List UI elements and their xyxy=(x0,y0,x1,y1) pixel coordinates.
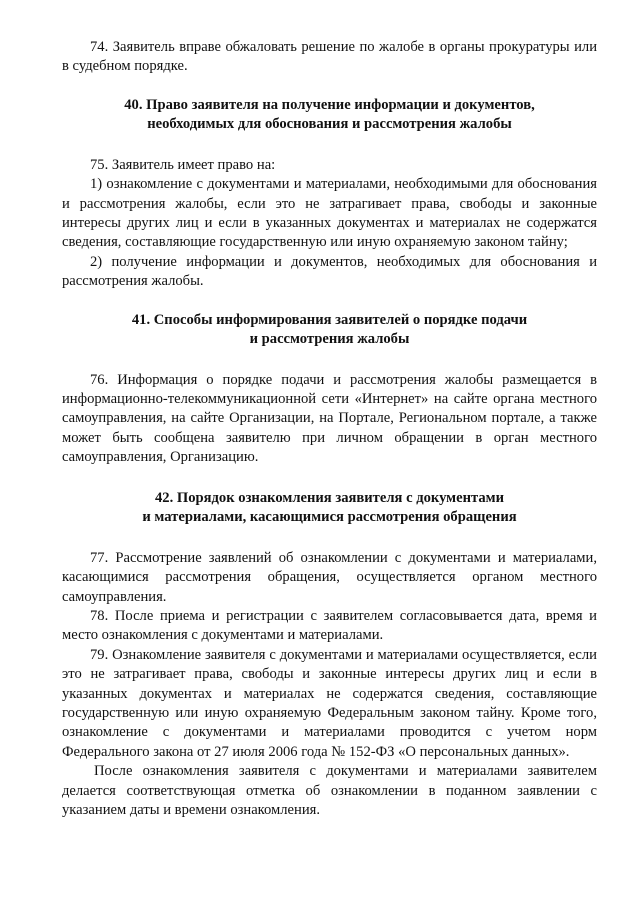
document-page xyxy=(62,38,597,820)
section-heading-41-line1: 41. Способы информирования заявителей о порядке подачи xyxy=(131,311,528,328)
section-heading-40-line1: 40. Право заявителя на получение информации и документов, xyxy=(124,96,535,113)
section-heading-42 xyxy=(62,489,597,527)
paragraph-78: 78. После приема и регистрации с заявителем согласовывается дата, время и место ознакомления с документами и материалами. xyxy=(62,607,597,644)
section-heading-42-line2: и материалами, касающимися рассмотрения обращения xyxy=(142,508,517,525)
section-heading-41 xyxy=(62,311,597,349)
paragraph-79: 79. Ознакомление заявителя с документами и материалами осуществляется, если это не затрагивает права, свободы и законные интересы других лиц и если в указанных документах и материалах не содержатся сведения, составляющие государственную или иную охраняемую Федеральным законом тайну. Кроме того, ознакомление с документами и материалами проводится с учетом норм Федерального закона от 27 июля 2006 года № 152-ФЗ «О персональных данных». xyxy=(62,646,597,760)
paragraph-75-item-1: 1) ознакомление с документами и материалами, необходимыми для обоснования и рассмотрения жалобы, если это не затрагивает права, свободы и законные интересы других лиц и если в указанных документах и материалах не содержатся сведения, составляющие государственную или иную охраняемую законом тайну; xyxy=(62,176,597,251)
paragraph-77: 77. Рассмотрение заявлений об ознакомлении с документами и материалами, касающимися рассмотрения обращения, осуществляется органом местного самоуправления. xyxy=(62,549,597,605)
paragraph-74: 74. Заявитель вправе обжаловать решение по жалобе в органы прокуратуры или в судебном порядке. xyxy=(62,39,597,75)
paragraph-76: 76. Информация о порядке подачи и рассмотрения жалобы размещается в информационно-телекоммуникационной сети «Интернет» на сайте органа местного самоуправления, на сайте Организации, на Портале, Региональном портале, а также может быть сообщена заявителю при личном обращении в орган местного самоуправления, Организацию. xyxy=(62,371,597,466)
paragraph-75-item-2: 2) получение информации и документов, необходимых для обоснования и рассмотрения жалобы. xyxy=(62,253,597,290)
paragraph-75: 75. Заявитель имеет право на: xyxy=(90,156,276,173)
section-heading-40-line2: необходимых для обоснования и рассмотрения жалобы xyxy=(147,115,512,132)
section-heading-40 xyxy=(62,96,597,134)
section-heading-41-line2: и рассмотрения жалобы xyxy=(249,330,410,347)
section-heading-42-line1: 42. Порядок ознакомления заявителя с документами xyxy=(154,489,504,506)
paragraph-79-continuation: После ознакомления заявителя с документами и материалами заявителем делается соответствующая отметка об ознакомлении в поданном заявлении с указанием даты и времени ознакомления. xyxy=(62,763,597,818)
